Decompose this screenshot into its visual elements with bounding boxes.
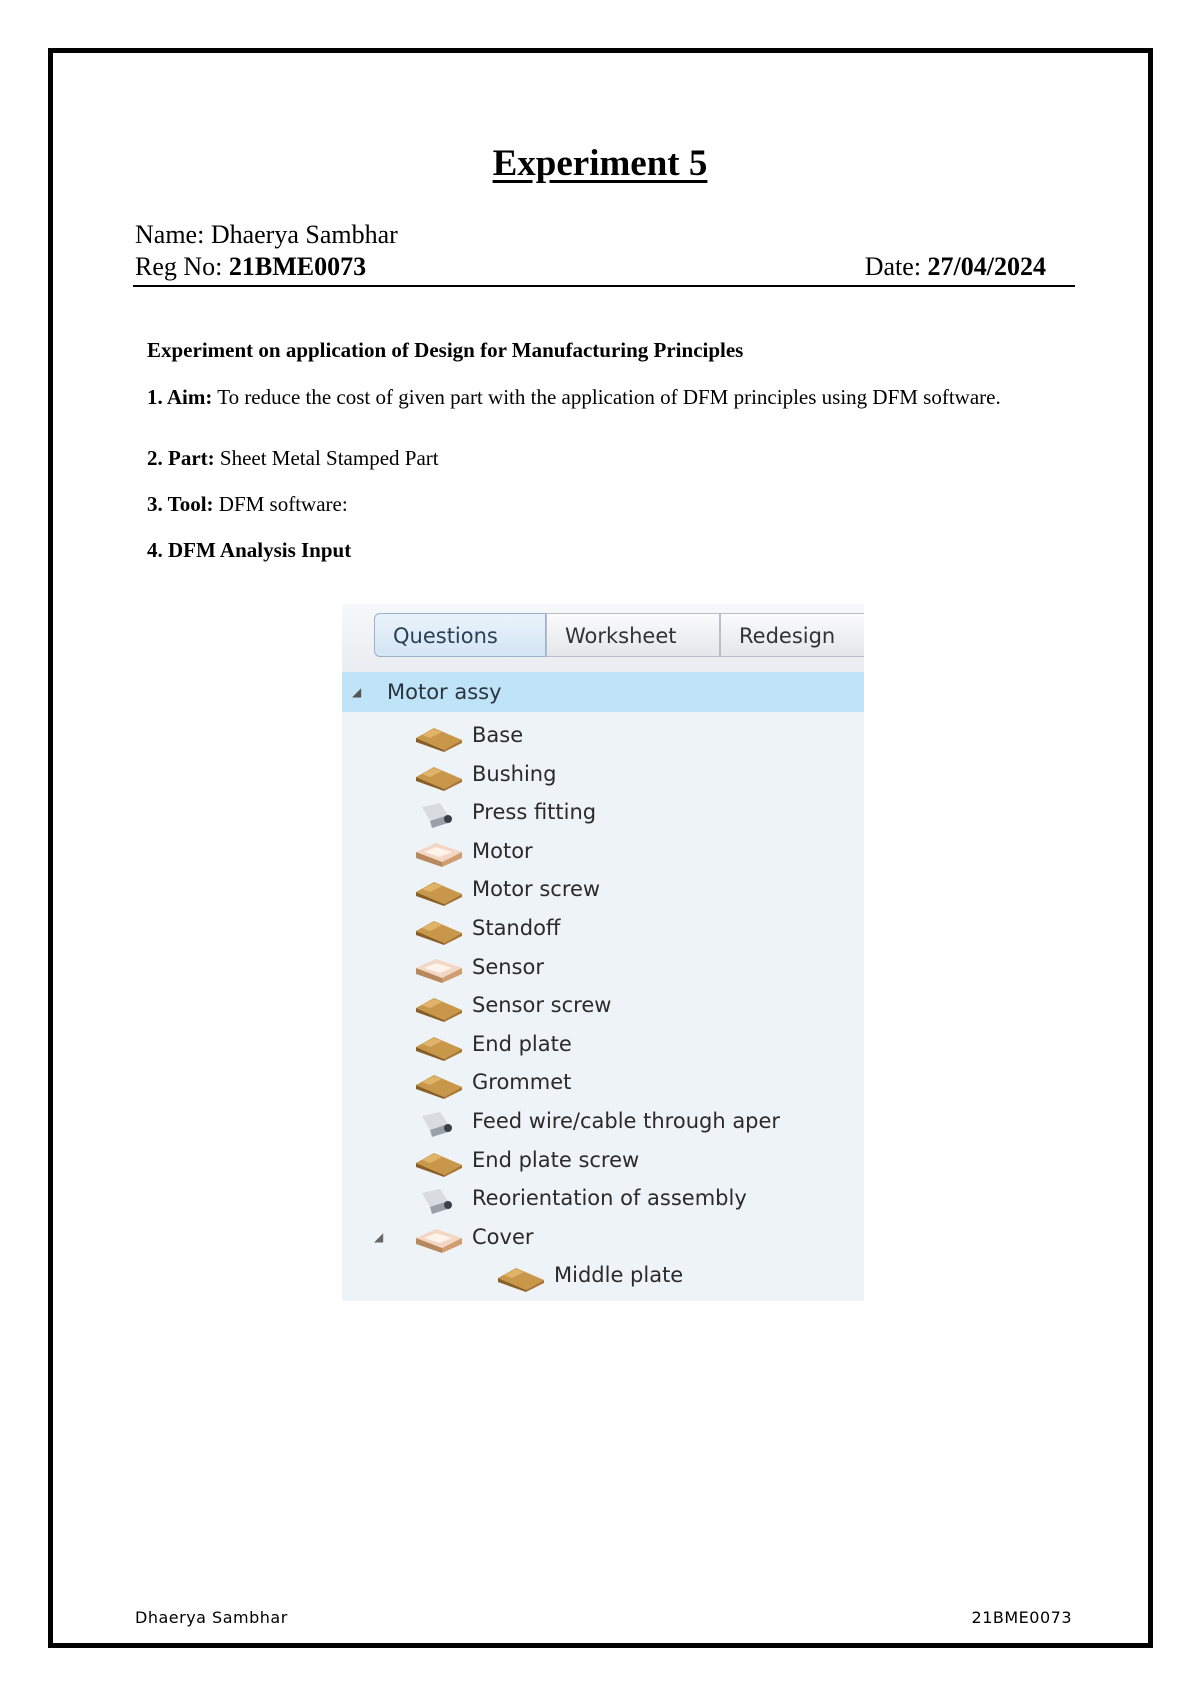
part-icon	[412, 722, 466, 752]
tree-item-label: Sensor	[472, 954, 544, 979]
tree-item-label: Motor	[472, 838, 533, 863]
operation-icon	[412, 1108, 466, 1138]
tree-item-label: Cover	[472, 1224, 534, 1249]
tree-root-motor-assy[interactable]: ◢ Motor assy	[342, 672, 864, 712]
tree-item-label: Motor screw	[472, 877, 601, 902]
tree-item-label: Feed wire/cable through aper	[472, 1109, 781, 1133]
tree-item-label: End plate	[472, 1031, 572, 1056]
aim-text: To reduce the cost of given part with the application of DFM principles using DFM software.	[217, 385, 1001, 409]
subassembly-icon	[412, 838, 466, 868]
part-icon	[412, 915, 466, 945]
part-label: 2. Part:	[147, 446, 215, 470]
tool-label: 3. Tool:	[147, 492, 214, 516]
tab-redesign[interactable]: Redesign	[720, 613, 864, 657]
date-label: Date:	[864, 252, 922, 281]
reg-value: 21BME0073	[228, 252, 367, 281]
tab-worksheet[interactable]: Worksheet	[546, 613, 720, 657]
tool-text: DFM software:	[218, 492, 348, 516]
part-paragraph	[147, 446, 439, 471]
operation-icon	[412, 1185, 466, 1215]
part-icon	[412, 1031, 466, 1061]
tree-item-label: Sensor screw	[472, 993, 612, 1018]
tree-item-label: Reorientation of assembly	[472, 1186, 747, 1211]
reg-line	[135, 252, 366, 282]
tree-item-label: Press fitting	[472, 800, 597, 825]
tree-item-label: Base	[472, 723, 524, 747]
experiment-subtitle: Experiment on application of Design for Manufacturing Principles	[147, 338, 744, 362]
date-line	[865, 252, 1046, 282]
expand-arrow-icon[interactable]: ◢	[374, 1229, 384, 1244]
header-rule	[133, 285, 1075, 287]
part-icon	[494, 1262, 548, 1292]
part-text: Sheet Metal Stamped Part	[219, 446, 439, 470]
tree-item-label: Bushing	[472, 761, 557, 786]
aim-paragraph	[147, 385, 1072, 410]
collapse-arrow-icon[interactable]: ◢	[352, 685, 362, 699]
part-icon	[412, 1147, 466, 1177]
dfm-software-screenshot	[342, 604, 864, 1301]
date-value: 27/04/2024	[927, 252, 1046, 281]
page-title: Experiment 5	[492, 143, 708, 184]
footer-reg-no: 21BME0073	[971, 1608, 1072, 1627]
part-icon	[412, 992, 466, 1022]
subassembly-icon	[412, 954, 466, 984]
tab-questions[interactable]: Questions	[374, 613, 546, 657]
reg-label: Reg No:	[135, 252, 223, 281]
part-icon	[412, 876, 466, 906]
name-line	[135, 220, 398, 250]
tab-bar	[342, 604, 864, 674]
tree-item-label: Grommet	[472, 1070, 572, 1095]
subassembly-icon	[412, 1224, 466, 1254]
dfm-input-heading: 4. DFM Analysis Input	[147, 538, 352, 562]
aim-label: 1. Aim:	[147, 385, 213, 409]
tree-item-label: Standoff	[472, 916, 561, 940]
name-value: Dhaerya Sambhar	[210, 220, 398, 249]
name-label: Name:	[135, 220, 205, 249]
tree-item-label: Middle plate	[554, 1263, 684, 1288]
footer-author: Dhaerya Sambhar	[135, 1608, 288, 1627]
part-icon	[412, 1069, 466, 1099]
tool-paragraph	[147, 492, 348, 517]
part-icon	[412, 761, 466, 791]
operation-icon	[412, 799, 466, 829]
tree-item-label: End plate screw	[472, 1147, 640, 1172]
